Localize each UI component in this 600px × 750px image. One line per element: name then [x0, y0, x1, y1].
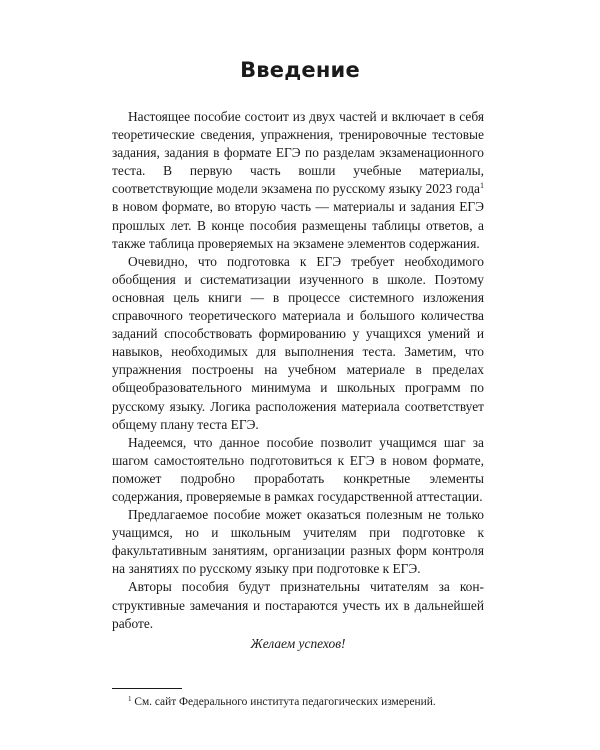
paragraph-4: Предлагаемое пособие может оказаться полезным не только учащимся, но и школьным учителям при подготовке к факультативным занятиям, организации разных форм контроля на занятиях по русскому языку при подготовке к ЕГЭ.: [112, 507, 484, 577]
footnote-marker: 1: [128, 695, 132, 703]
paragraph-2: Очевидно, что подготовка к ЕГЭ требует необходимого обобщения и систематизации изученного в школе. Поэтому основная цель книги — в процессе системного изложения справочного теоретического материала и большого количества заданий способствовать формированию у учащихся умений и навыков, необходимых для выполнения теста. Заметим, что упражнения построены на учебном материале в пределах общеобразовательного минимума и школьных программ по русскому языку. Логика расположения материала соответствует общему плану теста ЕГЭ.: [112, 253, 484, 432]
paragraph-3: Надеемся, что данное пособие позволит учащимся шаг за шагом самостоятельно подготовиться к ЕГЭ в новом формате, поможет подробно проработать конкретные элементы содержания, проверяемые в рамках государственной аттестации.: [112, 434, 484, 504]
paragraph-1-part-a: Настоящее пособие состоит из двух частей и включает в себя теоретические сведения, упражнения, тренировочные тестовые задания, задания в формате ЕГЭ по разделам экзаменационного теста. В первую часть вошли учебные материалы, соответствующие модели экзамена по русскому языку 2023 года: [112, 109, 484, 197]
closing-line: Желаем успехов!: [250, 635, 346, 651]
footnote-separator: [112, 688, 182, 689]
footnote: [112, 695, 484, 709]
footnote-text: См. сайт Федерального института педагогических измерений.: [131, 696, 436, 708]
paragraph-1-part-b: в новом формате, во вторую часть — материалы и задания ЕГЭ прошлых лет. В конце пособия размещены таблицы ответов, а также таблица проверяемых на экзамене элементов содержания.: [112, 199, 484, 251]
paragraph-5: Авторы пособия будут признательны читателям за конструктивные замечания и постараются учесть их в дальнейшей работе.: [112, 579, 484, 631]
body-text: [112, 108, 484, 653]
page-title: Введение: [240, 58, 360, 82]
footnote-reference: 1: [480, 181, 484, 191]
paragraph-1: [112, 108, 484, 253]
